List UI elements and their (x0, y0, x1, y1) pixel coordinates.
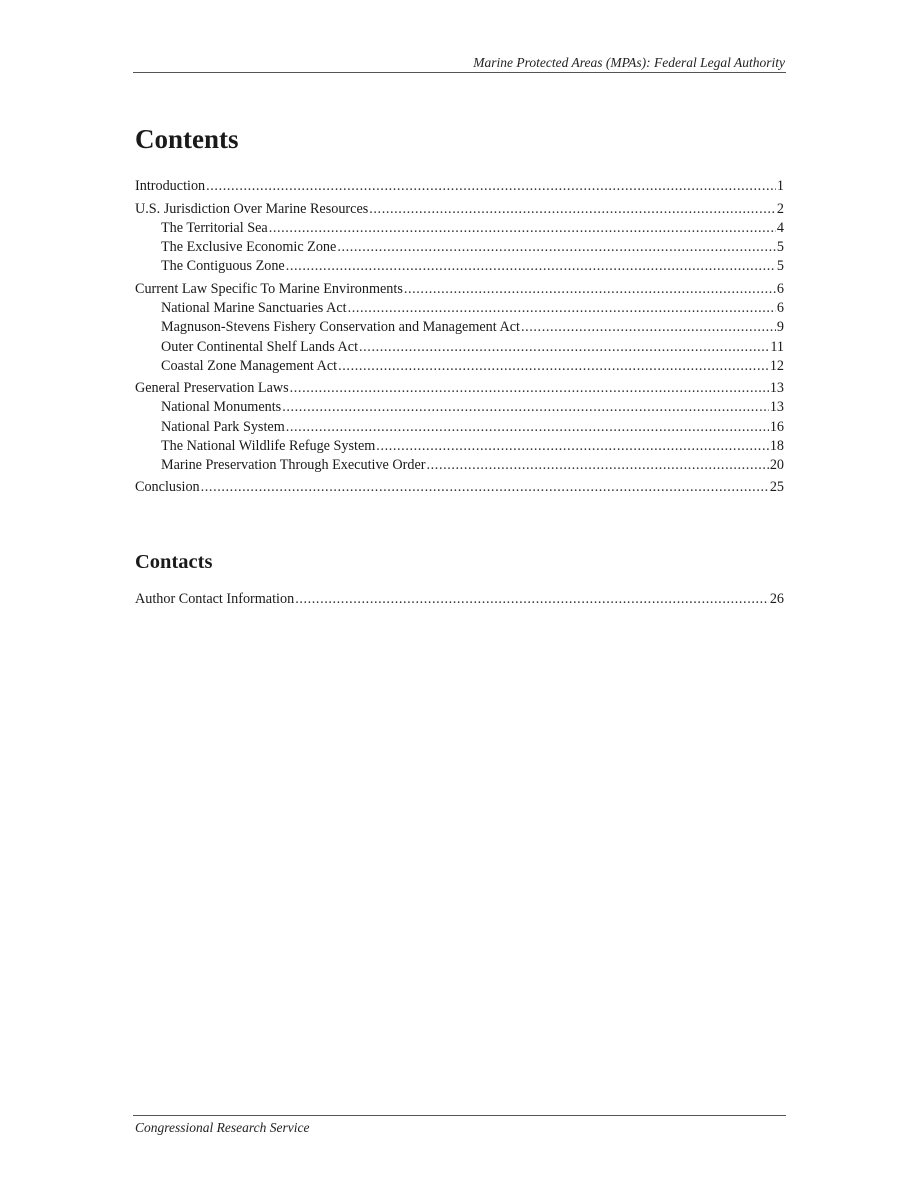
toc-entry-page: 16 (769, 418, 784, 435)
contacts-heading: Contacts (135, 551, 213, 573)
toc-entry-current-law[interactable] (135, 280, 784, 300)
toc-entry-label: Marine Preservation Through Executive Order (161, 457, 426, 474)
toc-entry-us-jurisdiction[interactable] (135, 200, 784, 220)
leader-dots (295, 590, 769, 610)
leader-dots (206, 177, 776, 197)
toc-entry-conclusion[interactable] (135, 478, 784, 498)
toc-entry-wildlife-refuge-system[interactable] (135, 437, 784, 456)
toc-entry-page: 20 (769, 457, 784, 474)
toc-entry-page: 4 (776, 220, 784, 236)
leader-dots (359, 338, 769, 357)
toc-entry-label: Conclusion (135, 479, 200, 496)
contents-heading: Contents (135, 124, 239, 154)
leader-dots (338, 357, 769, 376)
toc-entry-author-contact[interactable] (135, 590, 784, 610)
leader-dots (269, 219, 776, 238)
toc-entry-page: 5 (776, 258, 784, 275)
toc-entry-page: 18 (769, 437, 784, 454)
toc-entry-label: Author Contact Information (135, 591, 295, 607)
toc-entry-general-preservation-laws[interactable] (135, 379, 784, 399)
toc-entry-page: 13 (769, 379, 784, 396)
toc-entry-page: 9 (776, 319, 784, 336)
toc-entry-label: Current Law Specific To Marine Environments (135, 280, 403, 297)
toc-entry-label: Introduction (135, 178, 206, 194)
toc-entry-page: 12 (769, 357, 784, 374)
toc-entry-page: 25 (769, 479, 784, 496)
table-of-contents (135, 177, 784, 498)
toc-entry-page: 6 (776, 280, 784, 297)
toc-entry-introduction[interactable] (135, 177, 784, 197)
toc-entry-label: The National Wildlife Refuge System (161, 437, 376, 454)
toc-entry-outer-continental-shelf[interactable] (135, 338, 784, 357)
toc-entry-executive-order[interactable] (135, 456, 784, 475)
leader-dots (521, 318, 776, 337)
toc-entry-exclusive-economic-zone[interactable] (135, 238, 784, 257)
contacts-list (135, 590, 784, 610)
toc-entry-national-monuments[interactable] (135, 398, 784, 417)
toc-entry-label: Magnuson-Stevens Fishery Conservation and Management Act (161, 319, 520, 336)
leader-dots (337, 238, 776, 257)
toc-entry-label: The Exclusive Economic Zone (161, 239, 337, 256)
leader-dots (427, 456, 769, 475)
footer-rule (133, 1115, 786, 1116)
toc-entry-label: U.S. Jurisdiction Over Marine Resources (135, 200, 369, 217)
toc-entry-contiguous-zone[interactable] (135, 257, 784, 276)
toc-entry-page: 6 (776, 300, 784, 317)
leader-dots (376, 437, 769, 456)
toc-entry-page: 26 (769, 591, 784, 607)
leader-dots (348, 299, 776, 318)
toc-entry-territorial-sea[interactable] (135, 219, 784, 238)
toc-entry-label: National Park System (161, 418, 285, 435)
header-rule (133, 72, 786, 73)
toc-entry-page: 11 (770, 338, 784, 355)
toc-entry-magnuson-stevens-act[interactable] (135, 318, 784, 337)
toc-entry-label: National Marine Sanctuaries Act (161, 300, 347, 317)
leader-dots (282, 398, 769, 417)
leader-dots (286, 418, 769, 437)
leader-dots (201, 478, 769, 498)
leader-dots (404, 280, 776, 300)
toc-entry-label: Outer Continental Shelf Lands Act (161, 338, 359, 355)
toc-entry-page: 1 (776, 178, 784, 194)
toc-entry-page: 2 (776, 200, 784, 217)
leader-dots (369, 200, 776, 220)
toc-entry-marine-sanctuaries-act[interactable] (135, 299, 784, 318)
toc-entry-page: 5 (776, 239, 784, 256)
toc-entry-coastal-zone-management[interactable] (135, 357, 784, 376)
running-header-title: Marine Protected Areas (MPAs): Federal Legal Authority (473, 55, 785, 70)
toc-entry-national-park-system[interactable] (135, 418, 784, 437)
toc-entry-label: The Contiguous Zone (161, 258, 285, 275)
toc-entry-page: 13 (769, 399, 784, 416)
toc-entry-label: Coastal Zone Management Act (161, 357, 338, 374)
toc-entry-label: National Monuments (161, 399, 282, 416)
leader-dots (286, 257, 776, 276)
toc-entry-label: General Preservation Laws (135, 379, 289, 396)
footer-text: Congressional Research Service (135, 1120, 310, 1135)
leader-dots (290, 379, 769, 399)
toc-entry-label: The Territorial Sea (161, 220, 268, 236)
